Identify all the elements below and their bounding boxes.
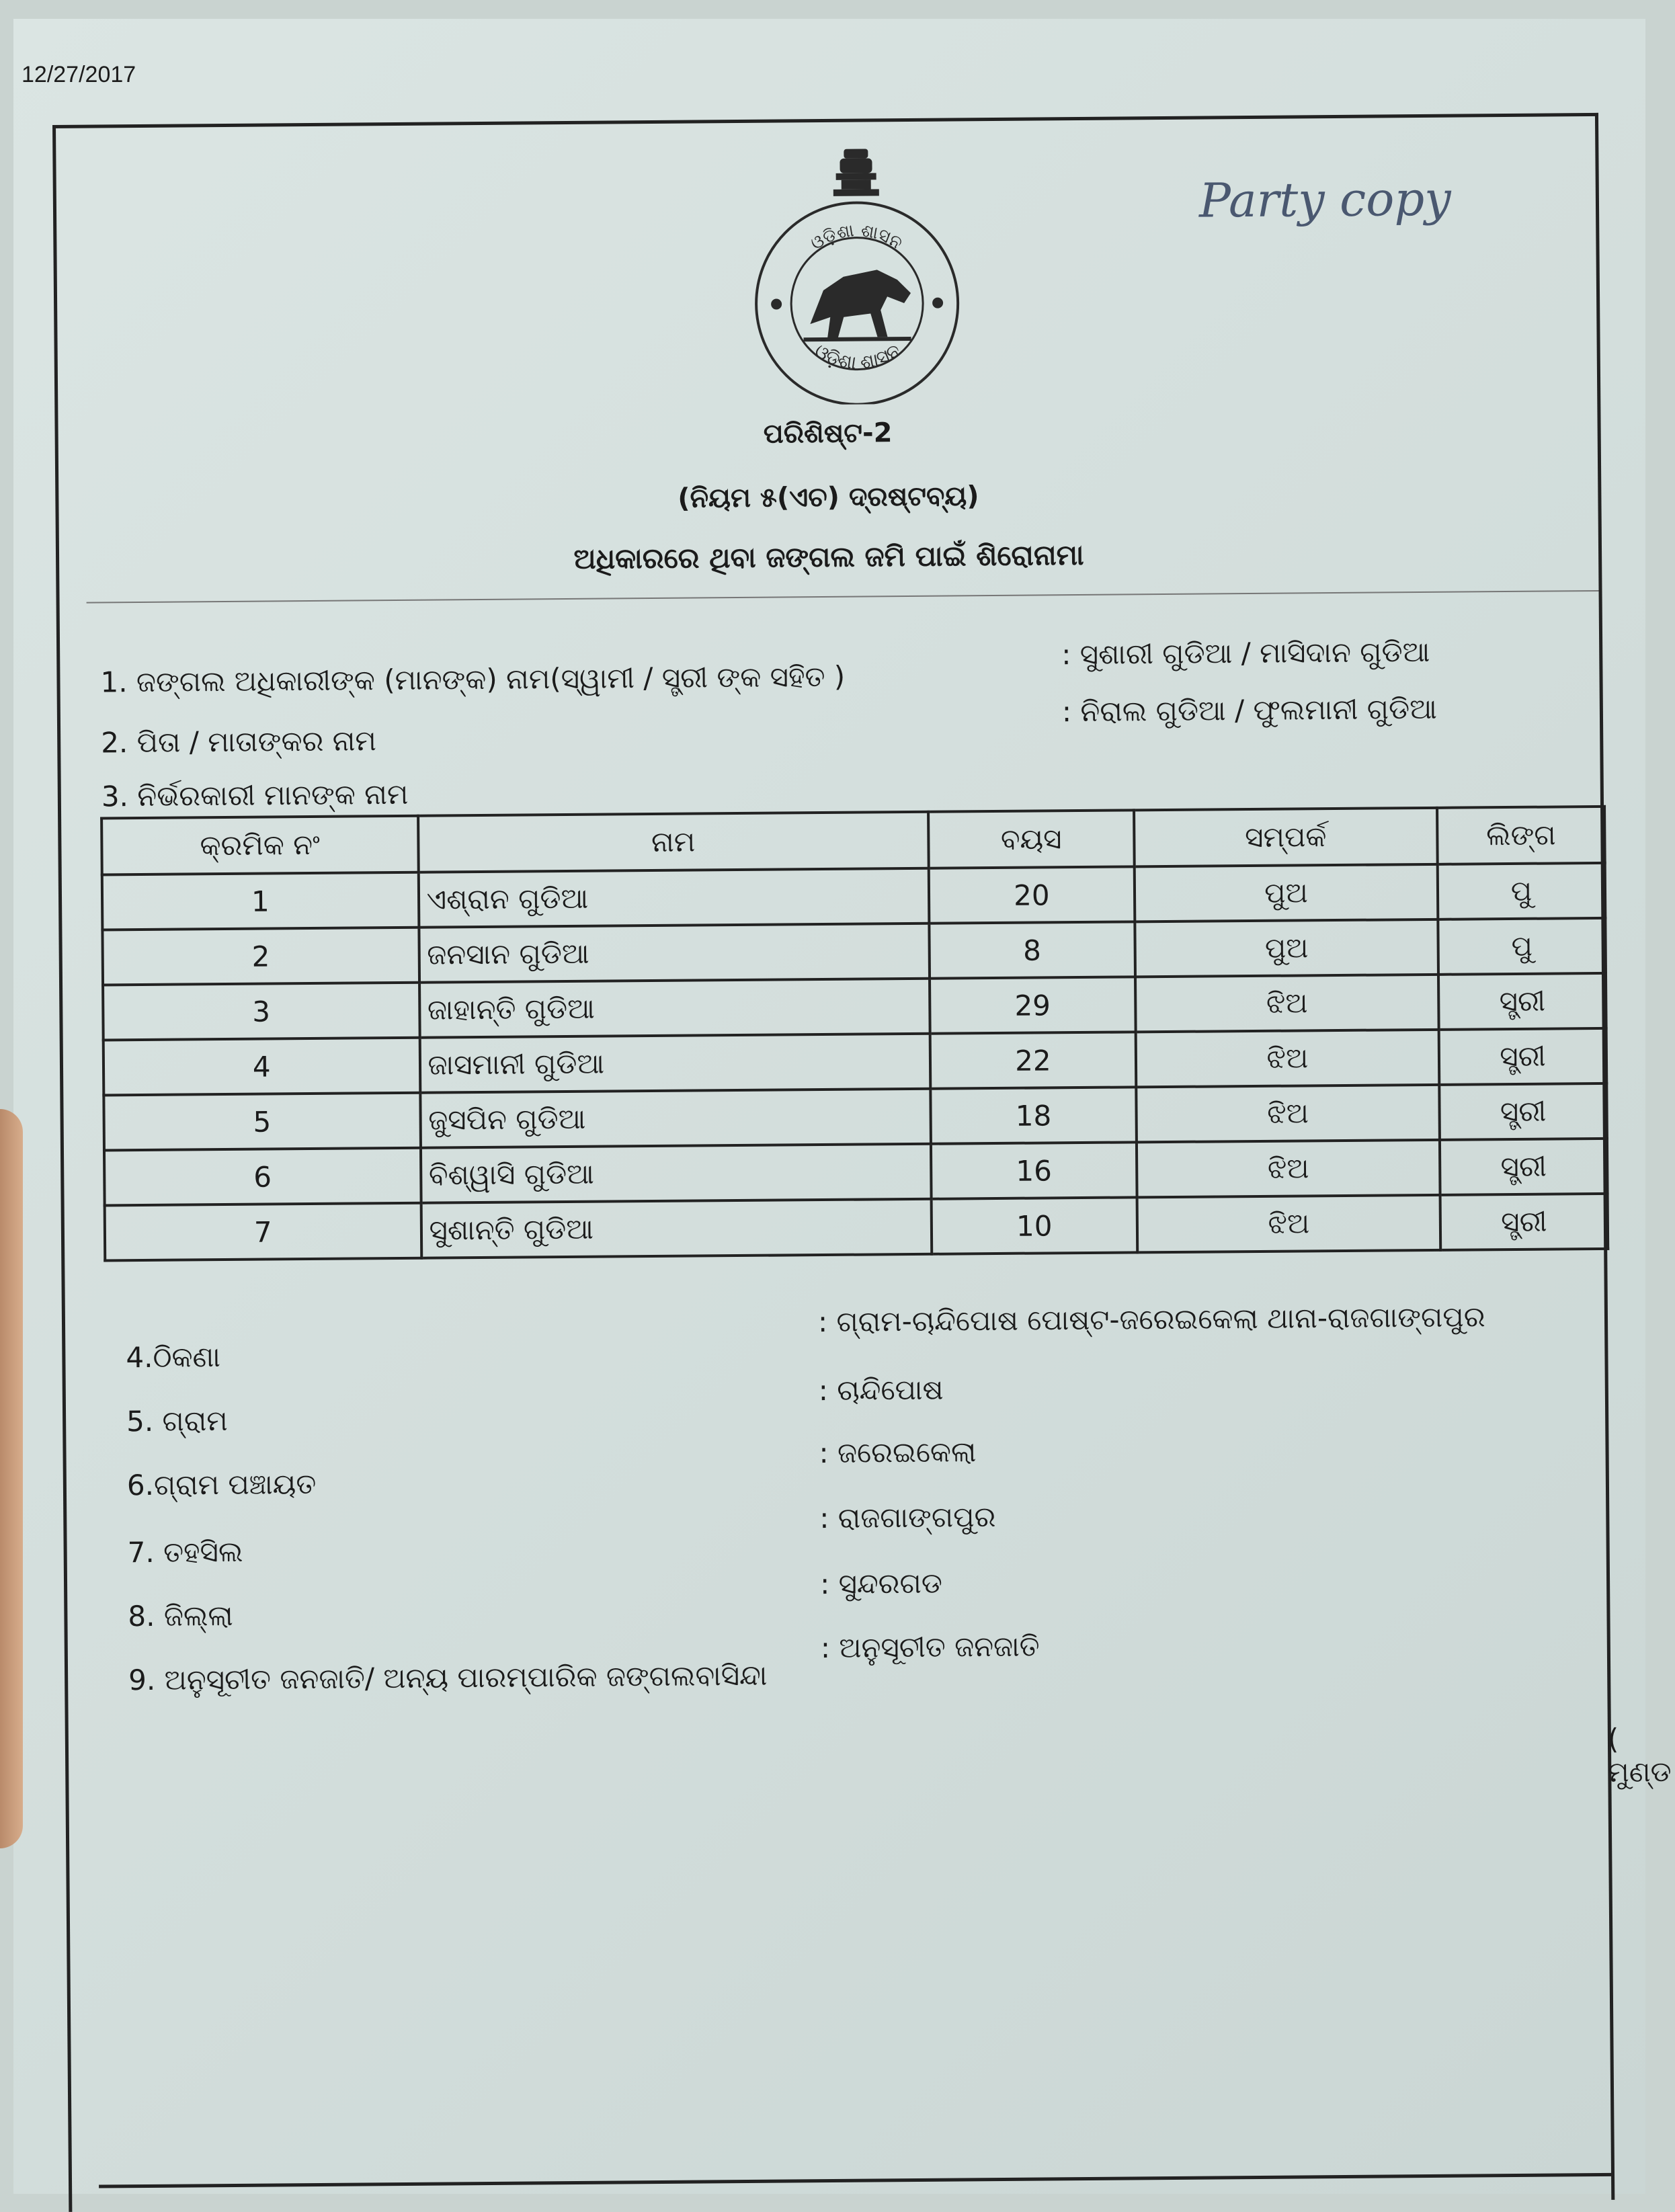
form-title: ପରିଶିଷ୍ଟ-2 bbox=[763, 417, 893, 450]
cell-name: ବିଶ୍ୱାସି ଗୁଡିଆ bbox=[421, 1144, 932, 1203]
cell-name: ଜୁସପିନ ଗୁଡିଆ bbox=[420, 1089, 931, 1148]
cell-sex: ସ୍ତ୍ରୀ bbox=[1439, 1028, 1607, 1085]
header-serial: କ୍ରମିକ ନଂ bbox=[101, 816, 418, 875]
cell-name: ଜାହାନ୍ତି ଗୁଡିଆ bbox=[419, 979, 930, 1038]
bottom-divider bbox=[99, 2173, 1611, 2188]
cell-relation: ଝିଅ bbox=[1137, 1195, 1440, 1253]
address-value: : ଗ୍ରାମ-ଚାନ୍ଦିପୋଷ ପୋଷ୍ଟ-ଜରେଇକେଲା ଥାନା-ରାଜଗାଙ୍ଗପୁର bbox=[817, 1300, 1485, 1339]
address-label: 4.ଠିକଣା bbox=[126, 1340, 221, 1375]
cell-age: 10 bbox=[931, 1197, 1137, 1254]
cell-relation: ପୁଅ bbox=[1135, 864, 1438, 922]
cell-age: 16 bbox=[931, 1142, 1137, 1198]
cell-name: ଏଶ୍ରାନ ଗୁଡିଆ bbox=[418, 868, 929, 928]
odisha-emblem-icon bbox=[741, 134, 972, 405]
cell-name: ଜନସାନ ଗୁଡିଆ bbox=[419, 924, 930, 983]
emblem-bottom-text: ଓଡ଼ିଶା ଶାସନ bbox=[811, 339, 905, 374]
svg-text:ଓଡ଼ିଶା ଶାସନ bbox=[807, 220, 906, 255]
parent-name-value: : ନିରାଲ ଗୁଡିଆ / ଫୁଲମାନୀ ଗୁଡିଆ bbox=[1061, 692, 1438, 729]
tribe-category-label: 9. ଅନୁସୂଚୀତ ଜନଜାତି/ ଅନ୍ୟ ପାରମ୍ପାରିକ ଜଙ୍ଗଲବାସିନ୍ଦା bbox=[128, 1658, 768, 1697]
district-label: 8. ଜିଲ୍ଲା bbox=[128, 1598, 233, 1633]
cell-serial: 2 bbox=[102, 928, 419, 985]
dependents-label: 3. ନିର୍ଭରକାରୀ ମାନଙ୍କ ନାମ bbox=[101, 777, 409, 813]
emblem-top-text: ଓଡ଼ିଶା ଶାସନ bbox=[807, 220, 906, 255]
cell-sex: ସ୍ତ୍ରୀ bbox=[1438, 973, 1606, 1030]
gram-panchayat-label: 6.ଗ୍ରାମ ପଞ୍ଚାୟତ bbox=[126, 1467, 317, 1502]
parent-name-label: 2. ପିତା / ମାତାଙ୍କର ନାମ bbox=[101, 724, 377, 760]
cell-serial: 4 bbox=[104, 1038, 420, 1096]
cell-relation: ଝିଅ bbox=[1135, 975, 1439, 1032]
cell-age: 18 bbox=[930, 1087, 1137, 1143]
cell-serial: 7 bbox=[105, 1203, 421, 1261]
form-rule-reference: (ନିୟମ ୫(ଏଚ) ଦ୍ରଷ୍ଟବ୍ୟ) bbox=[678, 481, 979, 514]
handwritten-note: Party copy bbox=[1198, 171, 1452, 229]
cell-age: 29 bbox=[930, 977, 1136, 1033]
cell-sex: ସ୍ତ୍ରୀ bbox=[1440, 1194, 1608, 1250]
tehsil-value: : ରାଜଗାଙ୍ଗପୁର bbox=[819, 1500, 996, 1535]
tehsil-label: 7. ତହସିଲ bbox=[127, 1534, 243, 1569]
cell-relation: ଝିଅ bbox=[1136, 1085, 1440, 1143]
cell-serial: 1 bbox=[102, 872, 419, 930]
cell-sex: ପୁ bbox=[1438, 863, 1606, 919]
cell-name: ଜାସମାନୀ ଗୁଡିଆ bbox=[419, 1034, 930, 1093]
cell-serial: 3 bbox=[103, 983, 419, 1040]
district-value: : ସୁନ୍ଦରଗଡ bbox=[819, 1566, 943, 1601]
print-date: 12/27/2017 bbox=[22, 62, 136, 87]
village-value: : ଚାନ୍ଦିପୋଷ bbox=[818, 1373, 944, 1407]
holder-name-label: 1. ଜଙ୍ଗଲ ଅଧିକାରୀଙ୍କ (ମାନଙ୍କ) ନାମ(ସ୍ୱାମୀ / ସ୍ତ୍ରୀ ଙ୍କ ସହିତ ) bbox=[100, 659, 846, 699]
form-frame bbox=[52, 113, 1672, 2212]
table-row bbox=[105, 1194, 1608, 1261]
header-sex: ଲିଙ୍ଗ bbox=[1437, 807, 1605, 864]
holder-name-value: : ସୁଶାରୀ ଗୁଡିଆ / ମାସିଦାନ ଗୁଡିଆ bbox=[1061, 634, 1430, 671]
cell-relation: ପୁଅ bbox=[1135, 919, 1438, 977]
cell-age: 8 bbox=[929, 921, 1135, 978]
cell-sex: ସ୍ତ୍ରୀ bbox=[1440, 1139, 1608, 1195]
cell-relation: ଝିଅ bbox=[1137, 1140, 1440, 1198]
village-label: 5. ଗ୍ରାମ bbox=[126, 1404, 228, 1438]
cell-sex: ପୁ bbox=[1438, 918, 1606, 975]
cell-serial: 5 bbox=[104, 1093, 420, 1151]
form-subtitle: ଅଧିକାରରେ ଥିବା ଜଙ୍ଗଲ ଜମି ପାଇଁ ଶିରୋନାମା bbox=[573, 538, 1084, 575]
tribe-category-value: : ଅନୁସୂଚୀତ ଜନଜାତି bbox=[820, 1629, 1040, 1665]
header-relation: ସମ୍ପର୍କ bbox=[1134, 808, 1438, 867]
cell-relation: ଝିଅ bbox=[1135, 1030, 1439, 1088]
dependents-table bbox=[100, 805, 1609, 1262]
thumb bbox=[0, 1109, 23, 1848]
cell-sex: ସ୍ତ୍ରୀ bbox=[1439, 1083, 1607, 1140]
cell-name: ସୁଶାନ୍ତି ଗୁଡିଆ bbox=[421, 1199, 932, 1258]
header-age: ବୟସ bbox=[928, 810, 1135, 868]
cell-serial: 6 bbox=[104, 1148, 421, 1206]
cell-age: 20 bbox=[929, 866, 1135, 923]
gram-panchayat-value: : ଜରେଇକେଲା bbox=[819, 1435, 977, 1470]
header-name: ନାମ bbox=[418, 812, 929, 872]
cutoff-text: ( ମୁଣ୍ଡ bbox=[1607, 1722, 1672, 1789]
svg-text:ଓଡ଼ିଶା ଶାସନ bbox=[811, 339, 905, 374]
cell-age: 22 bbox=[930, 1032, 1137, 1088]
header-divider bbox=[87, 590, 1599, 604]
